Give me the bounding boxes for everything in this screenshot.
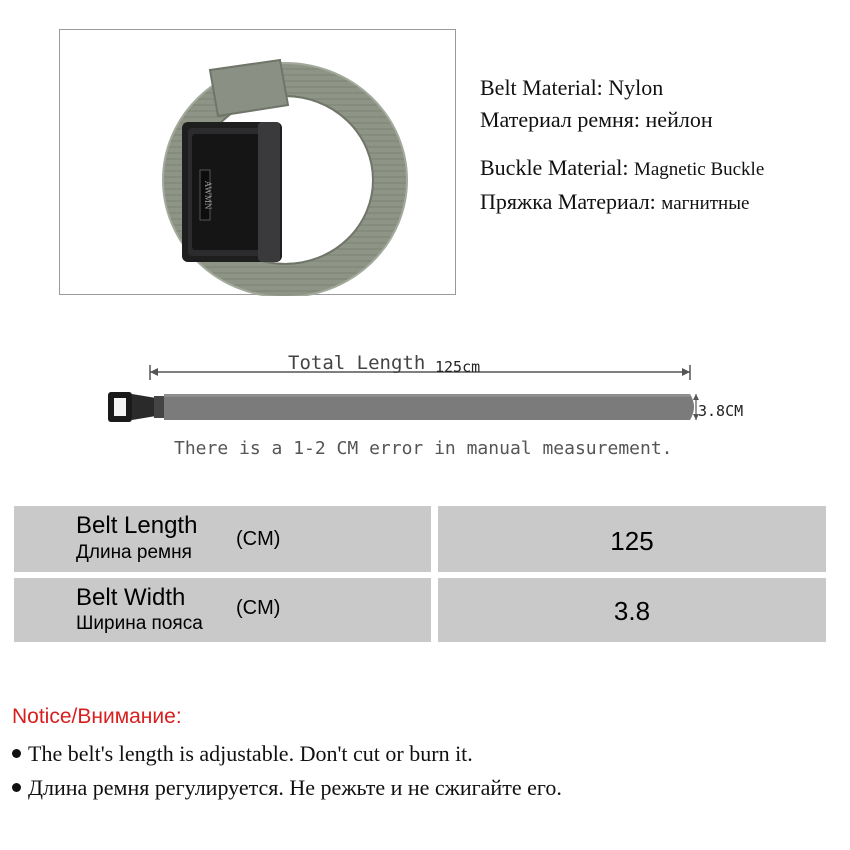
belt-length-unit: (CM) <box>236 528 281 550</box>
diagram-strap <box>164 394 690 420</box>
notice-item <box>12 775 562 801</box>
bullet-dot-icon <box>12 749 21 758</box>
belt-width-label-ru: Ширина пояса <box>76 613 203 634</box>
belt-width-label-cell <box>14 578 431 642</box>
notice-item <box>12 741 473 767</box>
notice-item-text: Длина ремня регулируется. Не режьте и не сжигайте его. <box>28 775 562 800</box>
buckle-material-en <box>480 152 764 186</box>
belt-length-label-en: Belt Length <box>76 512 198 539</box>
belt-length-label-ru: Длина ремня <box>76 542 192 563</box>
bullet-dot-icon <box>12 783 21 792</box>
belt-width-label-en: Belt Width <box>76 584 186 611</box>
belt-length-value-cell <box>438 506 826 572</box>
material-specs <box>480 72 764 220</box>
buckle-material-en-label: Buckle Material: <box>480 155 629 180</box>
error-note: There is a 1-2 CM error in manual measurement. <box>174 438 673 459</box>
diagram-buckle <box>108 392 164 422</box>
belt-material-ru: Материал ремня: нейлон <box>480 107 713 132</box>
spec-table <box>14 506 826 642</box>
total-length-value: 125cm <box>435 358 481 376</box>
buckle-material-ru <box>480 186 764 220</box>
notice-title: Notice/Внимание: <box>12 705 182 728</box>
belt-width-unit: (CM) <box>236 597 281 619</box>
buckle-logo-text: AWMN <box>203 180 213 210</box>
product-photo-frame <box>59 29 456 295</box>
width-value: 3.8CM <box>698 402 744 420</box>
belt-width-value: 3.8 <box>613 596 651 626</box>
belt-length-value: 125 <box>610 526 654 556</box>
total-length-label: Total Length <box>288 352 426 374</box>
measurement-diagram <box>38 310 813 470</box>
belt-photo <box>60 30 457 296</box>
belt-material-en: Belt Material: Nylon <box>480 75 664 100</box>
buckle-material-ru-value: магнитные <box>661 193 750 214</box>
notice-item-text: The belt's length is adjustable. Don't cut or burn it. <box>28 741 473 766</box>
belt-strap-end <box>210 60 288 116</box>
magnetic-buckle <box>182 122 282 262</box>
belt-length-label-cell <box>14 506 431 572</box>
buckle-material-en-value: Magnetic Buckle <box>633 159 765 180</box>
buckle-material-ru-label: Пряжка Материал: <box>480 189 656 214</box>
belt-width-value-cell <box>438 578 826 642</box>
